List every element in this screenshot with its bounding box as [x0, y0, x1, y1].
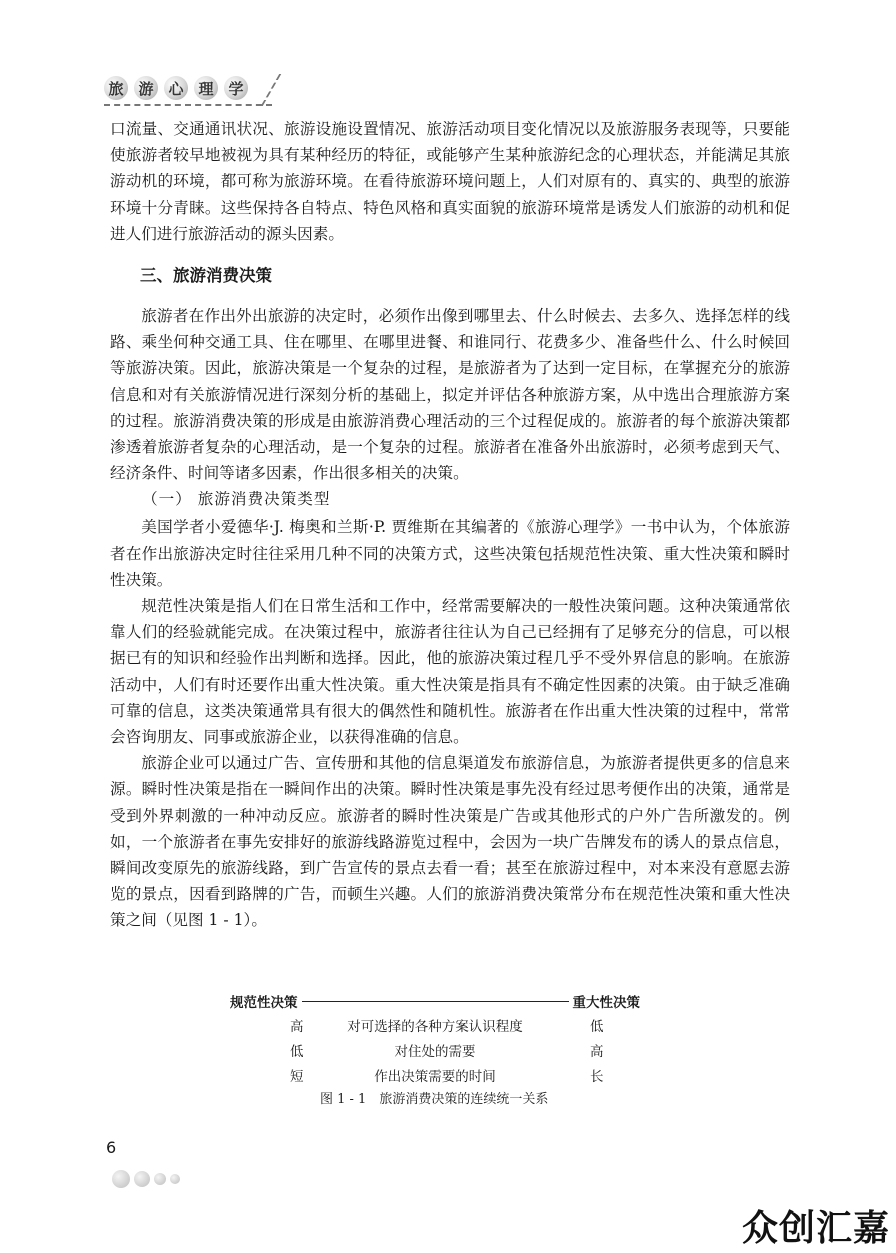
figure-row-right: 低 — [590, 1019, 604, 1035]
figure-axis — [230, 991, 640, 1011]
figure-row-left: 短 — [290, 1069, 304, 1085]
body-text — [110, 116, 790, 934]
figure-caption: 图 1 - 1 旅游消费决策的连续统一关系 — [320, 1092, 549, 1107]
header-char: 理 — [194, 76, 218, 100]
watermark: 众创汇嘉 — [741, 1208, 890, 1249]
header-dashed-slash — [261, 74, 283, 106]
header-title — [104, 76, 248, 100]
figure-row — [230, 1011, 640, 1036]
figure-axis-line — [302, 1001, 569, 1002]
section-heading: 三、旅游消费决策 — [140, 266, 272, 286]
figure-row-middle: 作出决策需要的时间 — [374, 1069, 496, 1085]
paragraph: 口流量、交通通讯状况、旅游设施设置情况、旅游活动项目变化情况以及旅游服务表现等，只要能使旅游者较早地被视为具有某种经历的特征，或能够产生某种旅游纪念的心理状态，并能满足其旅游动机的环境，都可称为旅游环境。在看待旅游环境问题上，人们对原有的、真实的、典型的旅游环境十分青睐。这些保持各自特点、特色风格和真实面貌的旅游环境常是诱发人们旅游的动机和促进人们进行旅游活动的源头因素。 — [110, 120, 790, 243]
header-char: 游 — [134, 76, 158, 100]
figure-right-label: 重大性决策 — [572, 995, 640, 1011]
figure-row-middle: 对住处的需要 — [394, 1044, 476, 1060]
figure-1-1 — [230, 991, 640, 1107]
paragraph: 旅游企业可以通过广告、宣传册和其他的信息渠道发布旅游信息，为旅游者提供更多的信息来源。瞬时性决策是指在一瞬间作出的决策。瞬时性决策是事先没有经过思考便作出的决策，通常是受到外界刺激的一种冲动反应。旅游者的瞬时性决策是广告或其他形式的户外广告所激发的。例如，一个旅游者在事先安排好的旅游线路游览过程中，会因为一块广告牌发布的诱人的景点信息，瞬间改变原先的旅游线路，到广告宣传的景点去看一看；甚至在旅游过程中，对本来没有意愿去游览的景点，因看到路牌的广告，而顿生兴趣。人们的旅游消费决策常分布在规范性决策和重大性决策之间（见图 1 - 1）。 — [110, 754, 790, 930]
header-char: 心 — [164, 76, 188, 100]
figure-row — [230, 1036, 640, 1061]
figure-row-right: 高 — [590, 1044, 604, 1060]
figure-row-left: 高 — [290, 1019, 304, 1035]
footer-dot — [112, 1170, 130, 1188]
footer-dot — [154, 1173, 166, 1185]
figure-row — [230, 1061, 640, 1086]
paragraph: 美国学者小爱德华·J. 梅奥和兰斯·P. 贾维斯在其编著的《旅游心理学》一书中认为，个体旅游者在作出旅游决定时往往采用几种不同的决策方式，这些决策包括规范性决策、重大性决策和瞬时性决策。 — [110, 518, 790, 589]
paragraph: 规范性决策是指人们在日常生活和工作中，经常需要解决的一般性决策问题。这种决策通常依靠人们的经验就能完成。在决策过程中，旅游者往往认为自己已经拥有了足够充分的信息，可以根据已有的知识和经验作出判断和选择。因此，他的旅游决策过程几乎不受外界信息的影响。在旅游活动中，人们有时还要作出重大性决策。重大性决策是指具有不确定性因素的决策。由于缺乏准确可靠的信息，这类决策通常具有很大的偶然性和随机性。旅游者在作出重大性决策的过程中，常常会咨询朋友、同事或旅游企业，以获得准确的信息。 — [110, 597, 790, 747]
paragraph: 旅游者在作出外出旅游的决定时，必须作出像到哪里去、什么时候去、去多久、选择怎样的线路、乘坐何种交通工具、住在哪里、在哪里进餐、和谁同行、花费多少、准备些什么、什么时候回等旅游决策。因此，旅游决策是一个复杂的过程，是旅游者为了达到一定目标，在掌握充分的旅游信息和对有关旅游情况进行深刻分析的基础上，拟定并评估各种旅游方案，从中选出合理旅游方案的过程。旅游消费决策的形成是由旅游消费心理活动的三个过程促成的。旅游者的每个旅游决策都渗透着旅游者复杂的心理活动，是一个复杂的过程。旅游者在准备外出旅游时，必须考虑到天气、经济条件、时间等诸多因素，作出很多相关的决策。 — [110, 307, 790, 483]
figure-row-left: 低 — [290, 1044, 304, 1060]
page-number: 6 — [106, 1138, 117, 1157]
footer-dots-decoration — [112, 1170, 180, 1188]
footer-dot — [134, 1171, 150, 1187]
footer-dot — [170, 1174, 180, 1184]
running-header — [104, 70, 304, 110]
header-dashed-line — [104, 104, 272, 106]
figure-row-right: 长 — [590, 1069, 604, 1085]
subsection-heading: （一） 旅游消费决策类型 — [142, 490, 331, 509]
figure-row-middle: 对可选择的各种方案认识程度 — [347, 1019, 523, 1035]
figure-left-label: 规范性决策 — [230, 995, 298, 1011]
header-char: 学 — [224, 76, 248, 100]
header-char: 旅 — [104, 76, 128, 100]
